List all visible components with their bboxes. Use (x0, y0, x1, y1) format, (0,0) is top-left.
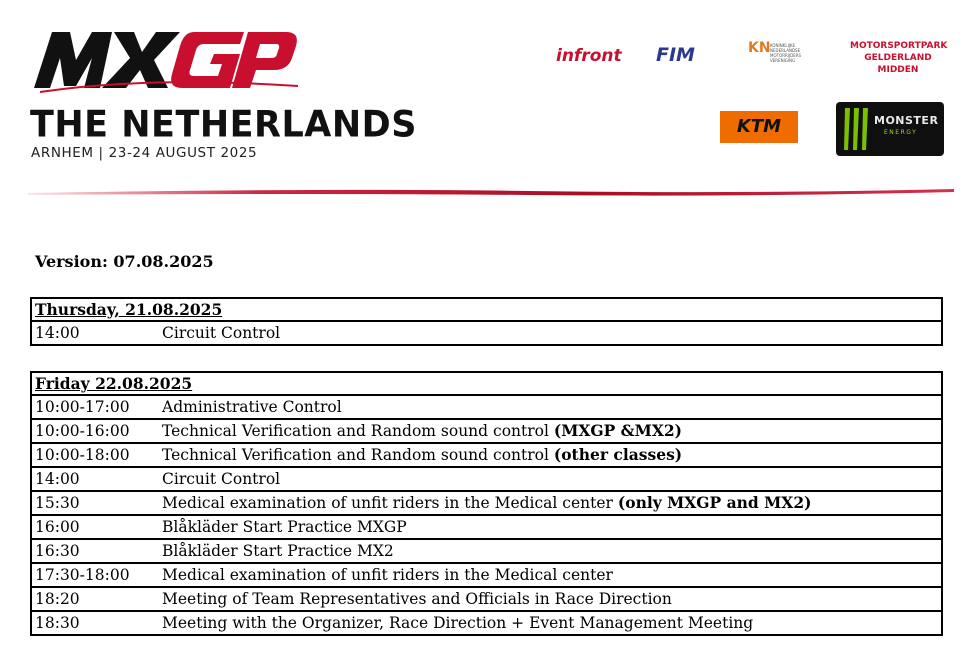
day-header-row (31, 372, 942, 395)
row-time: 15:30 (31, 491, 159, 515)
row-event-text: Technical Verification and Random sound control (162, 446, 554, 464)
header (0, 0, 968, 205)
mxgp-logo (30, 24, 300, 94)
row-event (159, 587, 942, 611)
monster-energy-logo (836, 102, 944, 156)
ktm-logo: KTM (720, 111, 798, 143)
row-event-text: Administrative Control (162, 398, 342, 416)
table-row (31, 587, 942, 611)
motorsportpark-line-2: GELDERLAND (864, 53, 932, 63)
motorsportpark-line-3: MIDDEN (877, 65, 919, 75)
table-row (31, 491, 942, 515)
table-row (31, 611, 942, 635)
row-event-text: Blåkläder Start Practice MXGP (162, 518, 407, 536)
monster-energy-word: ENERGY (884, 129, 918, 136)
row-event (159, 539, 942, 563)
row-event-text: Technical Verification and Random sound control (162, 422, 554, 440)
table-row (31, 443, 942, 467)
row-time: 17:30-18:00 (31, 563, 159, 587)
day-title: Thursday, 21.08.2025 (31, 298, 942, 321)
knmv-text: KONINKLIJKE NEDERLANDSE MOTORRIJDERS VERENIGING (770, 43, 802, 63)
table-row (31, 395, 942, 419)
row-event-text: Medical examination of unfit riders in the Medical center (162, 494, 618, 512)
knmv-letters: KN (748, 40, 771, 56)
table-row (31, 539, 942, 563)
table-row (31, 467, 942, 491)
row-event-text: Circuit Control (162, 470, 281, 488)
motorsportpark-logo (850, 40, 946, 76)
table-row (31, 563, 942, 587)
row-time: 10:00-18:00 (31, 443, 159, 467)
schedule-table-thursday (30, 297, 943, 346)
row-time: 16:30 (31, 539, 159, 563)
monster-claw-icon (842, 106, 872, 152)
row-event-text: Circuit Control (162, 324, 281, 342)
row-event-emphasis: (only MXGP and MX2) (617, 493, 812, 512)
row-event (159, 321, 942, 345)
schedule-table-friday (30, 371, 943, 636)
row-time: 18:30 (35, 613, 80, 632)
row-time: 16:00 (31, 515, 159, 539)
version-label: Version: 07.08.2025 (35, 252, 214, 271)
table-row (31, 515, 942, 539)
row-time: 18:20 (31, 587, 159, 611)
row-time: 14:00 (35, 323, 80, 342)
row-event-text: Meeting with the Organizer, Race Direction + Event Management Meeting (162, 614, 754, 632)
header-swoosh (28, 184, 954, 198)
table-row (31, 321, 942, 345)
day-title: Friday 22.08.2025 (31, 372, 942, 395)
row-time: 14:00 (31, 467, 159, 491)
row-time: 10:00-16:00 (31, 419, 159, 443)
day-header-row (31, 298, 942, 321)
fim-logo: FIM (656, 44, 695, 66)
motorsportpark-line-1: MOTORSPORTPARK (850, 41, 948, 51)
row-event-text: Blåkläder Start Practice MX2 (162, 542, 394, 560)
row-event (159, 467, 942, 491)
row-event-text: Medical examination of unfit riders in the Medical center (162, 566, 613, 584)
row-event (159, 419, 942, 443)
infront-logo: infront (556, 46, 622, 66)
row-event (159, 491, 942, 515)
knmv-logo (748, 40, 818, 72)
row-event-emphasis: (MXGP &MX2) (553, 421, 682, 440)
row-event (159, 443, 942, 467)
row-time: 10:00-17:00 (31, 395, 159, 419)
event-title: THE NETHERLANDS (30, 104, 417, 146)
row-event (159, 395, 942, 419)
row-event (159, 515, 942, 539)
table-row (31, 419, 942, 443)
row-event-emphasis: (other classes) (553, 445, 683, 464)
row-event (159, 563, 942, 587)
row-event (159, 611, 942, 635)
row-event-text: Meeting of Team Representatives and Officials in Race Direction (162, 590, 672, 608)
event-subtitle: ARNHEM | 23-24 AUGUST 2025 (31, 145, 258, 161)
monster-word: MONSTER (874, 114, 939, 127)
